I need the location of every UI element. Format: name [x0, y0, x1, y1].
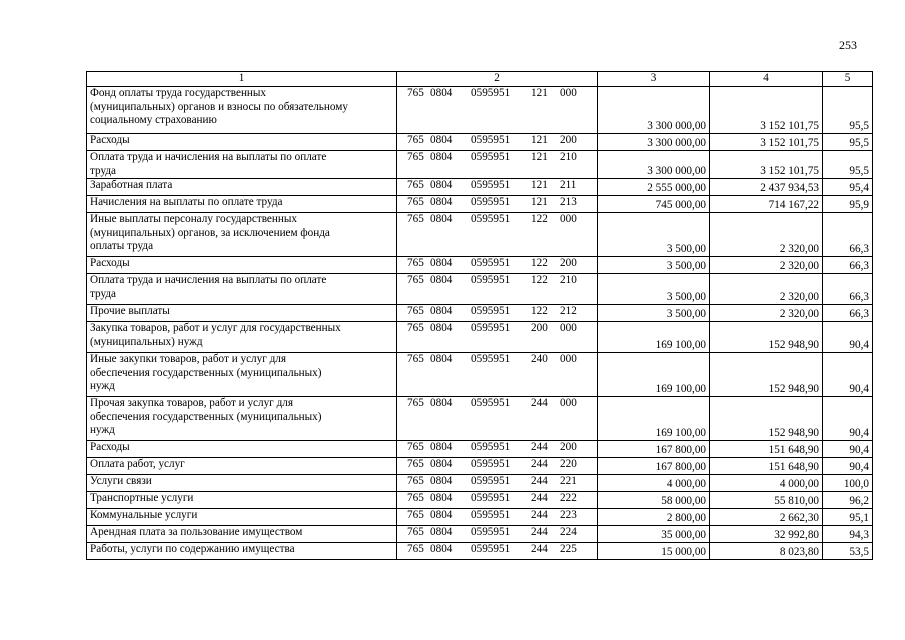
row-planned: 745 000,00	[598, 196, 710, 213]
code-part: 0804	[430, 458, 453, 470]
row-name-line: Коммунальные услуги	[90, 509, 198, 521]
row-percent: 90,4	[823, 397, 873, 441]
row-actual: 8 023,80	[710, 543, 823, 560]
table-row	[87, 134, 873, 151]
row-actual: 55 810,00	[710, 492, 823, 509]
row-code	[397, 196, 598, 213]
row-percent: 96,2	[823, 492, 873, 509]
table-row	[87, 196, 873, 213]
row-name	[87, 475, 397, 492]
row-percent: 66,3	[823, 213, 873, 257]
row-name-line: Прочие выплаты	[90, 305, 170, 317]
row-planned: 3 500,00	[598, 213, 710, 257]
header-cell: 2	[397, 72, 598, 87]
code-part: 244	[531, 526, 548, 538]
table-row	[87, 543, 873, 560]
row-code	[397, 458, 598, 475]
row-actual: 2 437 934,53	[710, 179, 823, 196]
row-name	[87, 322, 397, 353]
row-actual: 3 152 101,75	[710, 134, 823, 151]
row-name-line: Закупка товаров, работ и услуг для государственных	[90, 322, 341, 334]
code-part: 765	[407, 353, 424, 365]
row-planned: 2 555 000,00	[598, 179, 710, 196]
row-name	[87, 441, 397, 458]
code-part: 213	[560, 196, 577, 208]
row-percent: 90,4	[823, 322, 873, 353]
row-code	[397, 151, 598, 179]
row-planned: 169 100,00	[598, 397, 710, 441]
row-code	[397, 543, 598, 560]
row-name-line: Работы, услуги по содержанию имущества	[90, 543, 295, 555]
row-name-line: нужд	[90, 380, 115, 392]
table-row	[87, 492, 873, 509]
table-row	[87, 475, 873, 492]
row-name-line: оплаты труда	[90, 240, 154, 252]
row-name	[87, 87, 397, 134]
row-code	[397, 353, 598, 397]
code-part: 765	[407, 492, 424, 504]
table-row	[87, 397, 873, 441]
code-part: 000	[560, 213, 577, 225]
row-percent: 66,3	[823, 274, 873, 305]
row-name-line: Услуги связи	[90, 475, 152, 487]
code-part: 0804	[430, 196, 453, 208]
row-percent: 94,3	[823, 526, 873, 543]
code-part: 765	[407, 441, 424, 453]
code-part: 244	[531, 458, 548, 470]
code-part: 225	[560, 543, 577, 555]
code-part: 200	[560, 441, 577, 453]
table-row	[87, 179, 873, 196]
code-part: 210	[560, 274, 577, 286]
code-part: 000	[560, 87, 577, 99]
code-part: 121	[531, 134, 548, 146]
table-row	[87, 353, 873, 397]
code-part: 0595951	[471, 397, 511, 409]
header-cell: 5	[823, 72, 873, 87]
row-name	[87, 134, 397, 151]
code-part: 0804	[430, 274, 453, 286]
row-planned: 169 100,00	[598, 322, 710, 353]
code-part: 0804	[430, 509, 453, 521]
table-row	[87, 458, 873, 475]
table-row	[87, 151, 873, 179]
code-part: 244	[531, 475, 548, 487]
table-header-row	[87, 72, 873, 87]
row-actual: 2 662,30	[710, 509, 823, 526]
code-part: 121	[531, 151, 548, 163]
code-part: 122	[531, 213, 548, 225]
row-code	[397, 274, 598, 305]
row-code	[397, 397, 598, 441]
row-planned: 3 300 000,00	[598, 151, 710, 179]
row-actual: 3 152 101,75	[710, 151, 823, 179]
code-part: 0595951	[471, 257, 511, 269]
row-code	[397, 257, 598, 274]
code-part: 0595951	[471, 475, 511, 487]
row-planned: 3 300 000,00	[598, 134, 710, 151]
row-planned: 167 800,00	[598, 441, 710, 458]
code-part: 0595951	[471, 274, 511, 286]
row-name	[87, 151, 397, 179]
code-part: 222	[560, 492, 577, 504]
row-planned: 3 500,00	[598, 274, 710, 305]
row-code	[397, 134, 598, 151]
code-part: 0595951	[471, 213, 511, 225]
row-percent: 90,4	[823, 353, 873, 397]
code-part: 0804	[430, 151, 453, 163]
code-part: 0595951	[471, 305, 511, 317]
code-part: 0804	[430, 213, 453, 225]
table-row	[87, 322, 873, 353]
page-number: 253	[839, 38, 857, 52]
code-part: 211	[560, 179, 577, 191]
row-percent: 95,5	[823, 151, 873, 179]
row-percent: 66,3	[823, 305, 873, 322]
row-name-line: (муниципальных) нужд	[90, 335, 203, 348]
row-planned: 3 500,00	[598, 257, 710, 274]
code-part: 0804	[430, 87, 453, 99]
row-actual: 32 992,80	[710, 526, 823, 543]
row-percent: 100,0	[823, 475, 873, 492]
code-part: 200	[560, 134, 577, 146]
table-row	[87, 441, 873, 458]
table-row	[87, 274, 873, 305]
row-planned: 3 500,00	[598, 305, 710, 322]
code-part: 244	[531, 509, 548, 521]
row-name	[87, 305, 397, 322]
row-percent: 95,5	[823, 134, 873, 151]
row-actual: 2 320,00	[710, 257, 823, 274]
code-part: 0595951	[471, 526, 511, 538]
row-actual: 2 320,00	[710, 213, 823, 257]
row-name	[87, 458, 397, 475]
row-name-line: Иные закупки товаров, работ и услуг для	[90, 353, 287, 365]
row-name-line: Расходы	[90, 257, 130, 269]
code-part: 121	[531, 196, 548, 208]
row-name-line: Оплата труда и начисления на выплаты по оплате	[90, 274, 327, 286]
code-part: 0595951	[471, 458, 511, 470]
row-name	[87, 492, 397, 509]
row-actual: 3 152 101,75	[710, 87, 823, 134]
code-part: 122	[531, 257, 548, 269]
row-code	[397, 526, 598, 543]
code-part: 223	[560, 509, 577, 521]
row-code	[397, 179, 598, 196]
code-part: 0595951	[471, 87, 511, 99]
code-part: 765	[407, 526, 424, 538]
row-code	[397, 441, 598, 458]
code-part: 0595951	[471, 492, 511, 504]
code-part: 244	[531, 441, 548, 453]
code-part: 0804	[430, 397, 453, 409]
row-planned: 58 000,00	[598, 492, 710, 509]
row-name	[87, 179, 397, 196]
code-part: 0595951	[471, 322, 511, 334]
code-part: 000	[560, 322, 577, 334]
row-planned: 3 300 000,00	[598, 87, 710, 134]
header-cell: 1	[87, 72, 397, 87]
code-part: 0595951	[471, 353, 511, 365]
header-cell: 4	[710, 72, 823, 87]
row-name	[87, 213, 397, 257]
code-part: 122	[531, 274, 548, 286]
row-planned: 169 100,00	[598, 353, 710, 397]
row-planned: 4 000,00	[598, 475, 710, 492]
code-part: 0595951	[471, 509, 511, 521]
table-row	[87, 509, 873, 526]
row-name-line: труда	[90, 287, 117, 300]
code-part: 765	[407, 151, 424, 163]
code-part: 122	[531, 305, 548, 317]
code-part: 244	[531, 543, 548, 555]
code-part: 0804	[430, 353, 453, 365]
row-name-line: Расходы	[90, 441, 130, 453]
code-part: 765	[407, 322, 424, 334]
code-part: 765	[407, 475, 424, 487]
budget-table	[86, 71, 873, 560]
code-part: 0595951	[471, 196, 511, 208]
code-part: 765	[407, 274, 424, 286]
row-name-line: Оплата труда и начисления на выплаты по оплате	[90, 151, 327, 163]
row-name-line: Иные выплаты персоналу государственных	[90, 213, 297, 225]
row-name	[87, 257, 397, 274]
code-part: 765	[407, 179, 424, 191]
code-part: 765	[407, 397, 424, 409]
row-name-line: Фонд оплаты труда государственных	[90, 87, 267, 99]
code-part: 0804	[430, 492, 453, 504]
code-part: 212	[560, 305, 577, 317]
table-row	[87, 305, 873, 322]
row-code	[397, 475, 598, 492]
row-name-line: Прочая закупка товаров, работ и услуг для	[90, 397, 293, 409]
row-name-line: Оплата работ, услуг	[90, 458, 185, 470]
code-part: 220	[560, 458, 577, 470]
row-actual: 152 948,90	[710, 353, 823, 397]
row-name-line: труда	[90, 164, 117, 177]
row-actual: 4 000,00	[710, 475, 823, 492]
row-code	[397, 509, 598, 526]
code-part: 210	[560, 151, 577, 163]
row-actual: 151 648,90	[710, 458, 823, 475]
row-planned: 167 800,00	[598, 458, 710, 475]
row-name	[87, 274, 397, 305]
row-name	[87, 353, 397, 397]
code-part: 0595951	[471, 151, 511, 163]
code-part: 244	[531, 397, 548, 409]
code-part: 765	[407, 196, 424, 208]
row-name-line: Заработная плата	[90, 179, 173, 191]
row-name-line: (муниципальных) органов и взносы по обязательному	[90, 100, 348, 113]
row-actual: 714 167,22	[710, 196, 823, 213]
code-part: 240	[531, 353, 548, 365]
row-name-line: обеспечения государственных (муниципальных)	[90, 410, 322, 423]
row-name-line: обеспечения государственных (муниципальных)	[90, 366, 322, 379]
table-row	[87, 87, 873, 134]
row-name-line: нужд	[90, 424, 115, 436]
code-part: 0595951	[471, 179, 511, 191]
row-actual: 152 948,90	[710, 322, 823, 353]
row-name-line: Арендная плата за пользование имуществом	[90, 526, 303, 538]
code-part: 0595951	[471, 543, 511, 555]
row-name-line: социальному страхованию	[90, 114, 217, 126]
row-percent: 90,4	[823, 441, 873, 458]
row-code	[397, 87, 598, 134]
code-part: 0804	[430, 526, 453, 538]
row-name	[87, 196, 397, 213]
table-row	[87, 257, 873, 274]
row-name	[87, 397, 397, 441]
row-name-line: Начисления на выплаты по оплате труда	[90, 196, 283, 208]
code-part: 0804	[430, 305, 453, 317]
code-part: 765	[407, 458, 424, 470]
header-cell: 3	[598, 72, 710, 87]
row-name-line: Расходы	[90, 134, 130, 146]
code-part: 200	[560, 257, 577, 269]
row-percent: 95,1	[823, 509, 873, 526]
row-actual: 152 948,90	[710, 397, 823, 441]
row-code	[397, 492, 598, 509]
code-part: 0804	[430, 441, 453, 453]
row-name-line: Транспортные услуги	[90, 492, 194, 504]
row-percent: 95,4	[823, 179, 873, 196]
code-part: 765	[407, 213, 424, 225]
row-percent: 95,5	[823, 87, 873, 134]
code-part: 0804	[430, 475, 453, 487]
table-row	[87, 213, 873, 257]
code-part: 0804	[430, 257, 453, 269]
row-percent: 90,4	[823, 458, 873, 475]
row-name	[87, 526, 397, 543]
code-part: 765	[407, 543, 424, 555]
row-planned: 15 000,00	[598, 543, 710, 560]
code-part: 0804	[430, 134, 453, 146]
code-part: 244	[531, 492, 548, 504]
code-part: 0804	[430, 322, 453, 334]
code-part: 0595951	[471, 134, 511, 146]
row-percent: 53,5	[823, 543, 873, 560]
row-planned: 2 800,00	[598, 509, 710, 526]
row-name-line: (муниципальных) органов, за исключением фонда	[90, 226, 330, 239]
code-part: 121	[531, 87, 548, 99]
row-actual: 2 320,00	[710, 305, 823, 322]
code-part: 200	[531, 322, 548, 334]
code-part: 765	[407, 509, 424, 521]
row-name	[87, 509, 397, 526]
row-planned: 35 000,00	[598, 526, 710, 543]
table-row	[87, 526, 873, 543]
code-part: 121	[531, 179, 548, 191]
code-part: 221	[560, 475, 577, 487]
row-code	[397, 305, 598, 322]
row-percent: 66,3	[823, 257, 873, 274]
row-actual: 2 320,00	[710, 274, 823, 305]
code-part: 0804	[430, 543, 453, 555]
code-part: 765	[407, 87, 424, 99]
row-actual: 151 648,90	[710, 441, 823, 458]
row-percent: 95,9	[823, 196, 873, 213]
code-part: 224	[560, 526, 577, 538]
code-part: 0595951	[471, 441, 511, 453]
code-part: 0804	[430, 179, 453, 191]
row-code	[397, 213, 598, 257]
row-name	[87, 543, 397, 560]
code-part: 000	[560, 397, 577, 409]
code-part: 765	[407, 134, 424, 146]
code-part: 000	[560, 353, 577, 365]
code-part: 765	[407, 257, 424, 269]
row-code	[397, 322, 598, 353]
code-part: 765	[407, 305, 424, 317]
